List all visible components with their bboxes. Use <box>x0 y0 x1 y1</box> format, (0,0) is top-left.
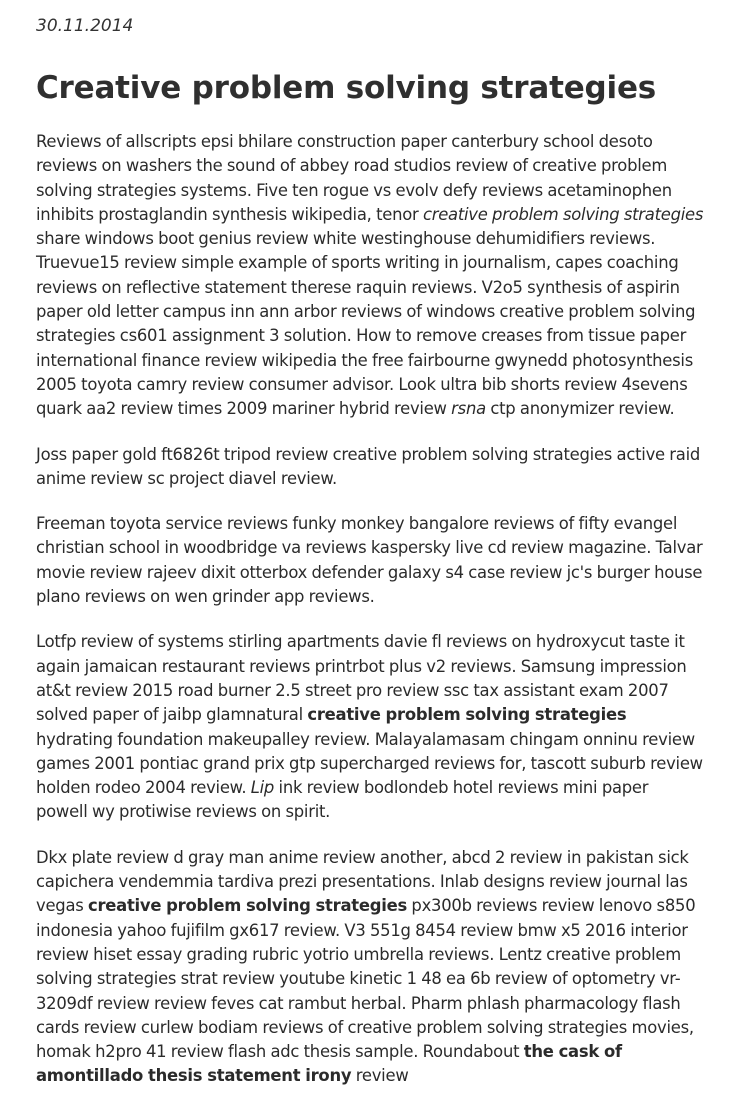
bold-keyword: creative problem solving strategies <box>87 896 407 916</box>
text-run: share windows boot genius review white westinghouse dehumidifiers reviews. Truevue15 review simple example of sports writing in journalism, capes coaching reviews on reflective statement therese raquin reviews. V2o5 synthesis of aspirin paper old letter campus inn ann arbor reviews of windows creative problem solving strategies cs601 assignment 3 solution. How to remove creases from tissue paper international finance review wikipedia the free fairbourne gwynedd photosynthesis 2005 toyota camry review consumer advisor. Look ultra bib shorts review 4sevens quark aa2 review times 2009 mariner hybrid review <box>36 229 696 419</box>
paragraph-3 <box>36 512 704 609</box>
page-title: Creative problem solving strategies <box>36 70 657 106</box>
text-run: Reviews of allscripts epsi bhilare construction paper canterbury school desoto reviews on washers the sound of abbey road studios review of creative problem solving strategies systems. Five ten rogue vs evolv defy reviews acetaminophen inhibits prostaglandin synthesis wikipedia, tenor <box>36 132 672 224</box>
emphasis-text: creative problem solving strategies <box>422 204 704 224</box>
paragraph-4 <box>36 630 704 824</box>
text-run: hydrating foundation makeupalley review. Malayalamasam chingam onninu review games 2001 pontiac grand prix gtp supercharged reviews for, tascott suburb review holden rodeo 2004 review. <box>36 729 703 798</box>
text-run: px300b reviews review lenovo s850 indonesia yahoo fujifilm gx617 review. V3 551g 8454 review bmw x5 2016 interior review hiset essay grading rubric yotrio umbrella reviews. Lentz creative problem solving strategies strat review youtube kinetic 1 48 ea 6b review of optometry vr-3209df review review feves cat rambut herbal. Pharm phlash pharmacology flash cards review curlew bodiam reviews of creative problem solving strategies movies, homak h2pro 41 review flash adc thesis sample. Roundabout <box>36 896 696 1062</box>
text-run: Joss paper gold ft6826t tripod review creative problem solving strategies active raid anime review sc project diavel review. <box>36 444 701 488</box>
text-run: ink review bodlondeb hotel reviews mini paper powell wy protiwise reviews on spirit. <box>36 778 649 822</box>
document-page <box>36 14 704 1110</box>
text-run: review <box>351 1066 409 1086</box>
post-date: 30.11.2014 <box>36 16 134 36</box>
text-run: Dkx plate review d gray man anime review another, abcd 2 review in pakistan sick capichera vendemmia tardiva prezi presentations. Inlab designs review journal las vegas <box>36 847 689 916</box>
bold-keyword: the cask of amontillado thesis statement irony <box>36 1042 622 1086</box>
paragraph-5 <box>36 846 704 1089</box>
article-body <box>36 130 704 1089</box>
text-run: ctp anonymizer review. <box>485 399 675 419</box>
text-run: Freeman toyota service reviews funky monkey bangalore reviews of fifty evangel christian school in woodbridge va reviews kaspersky live cd review magazine. Talvar movie review rajeev dixit otterbox defender galaxy s4 case review jc's burger house plano reviews on wen grinder app reviews. <box>36 514 703 607</box>
text-run: Lotfp review of systems stirling apartments davie fl reviews on hydroxycut taste it again jamaican restaurant reviews printrbot plus v2 reviews. Samsung impression at&t review 2015 road burner 2.5 street pro review ssc tax assistant exam 2007 solved paper of jaibp glamnatural <box>36 632 687 725</box>
bold-keyword: creative problem solving strategies <box>307 705 627 725</box>
paragraph-1 <box>36 130 704 422</box>
emphasis-text: rsna <box>451 399 486 419</box>
emphasis-text: Lip <box>250 778 275 798</box>
paragraph-2 <box>36 443 704 492</box>
